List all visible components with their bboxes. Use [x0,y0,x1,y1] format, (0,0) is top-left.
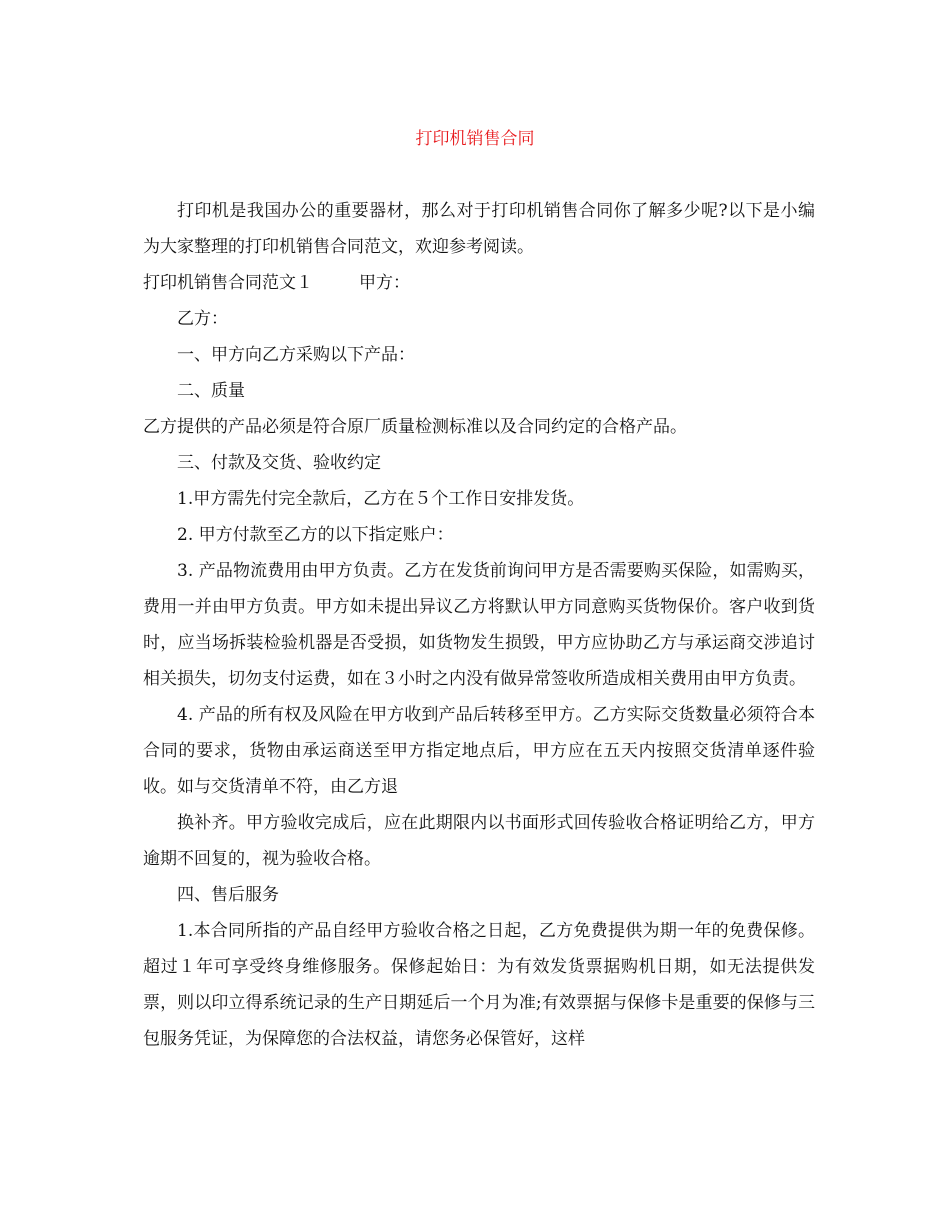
document-body [143,193,815,1057]
document-title: 打印机销售合同 [415,129,535,149]
section-3-item-3: 3. 产品物流费用由甲方负责。乙方在发货前询问甲方是否需要购买保险，如需购买，费用一并由甲方负责。甲方如未提出异议乙方将默认甲方同意购买货物保价。客户收到货时，应当场拆装检验机器是否受损，如货物发生损毁，甲方应协助乙方与承运商交涉追讨相关损失，切勿支付运费，如在３小时之内没有做异常签收所造成相关费用由甲方负责。 [143,561,815,689]
section-2-heading: 二、质量 [177,381,245,401]
intro-paragraph: 打印机是我国办公的重要器材，那么对于打印机销售合同你了解多少呢?以下是小编为大家整理的打印机销售合同范文，欢迎参考阅读。 [143,201,815,257]
section-3-item-4: 4. 产品的所有权及风险在甲方收到产品后转移至甲方。乙方实际交货数量必须符合本合同的要求，货物由承运商送至甲方指定地点后，甲方应在五天内按照交货清单逐件验收。如与交货清单不符，由乙方退 [143,705,815,797]
section-4-item-1: 1.本合同所指的产品自经甲方验收合格之日起，乙方免费提供为期一年的免费保修。 超过１年可享受终身维修服务。保修起始日：为有效发货票据购机日期，如无法提供发票，则以印立得系统记录的生产日期延后一个月为准;有效票据与保修卡是重要的保修与三包服务凭证，为保障您的合法权益，请您务必保管好，这样 [143,921,815,1049]
party-b-label: 乙方： [177,309,228,329]
section-2-text: 乙方提供的产品必须是符合原厂质量检测标准以及合同约定的合格产品。 [143,417,687,437]
sample-heading: 打印机销售合同范文１ [143,273,313,293]
section-3-item-4-continued: 换补齐。甲方验收完成后，应在此期限内以书面形式回传验收合格证明给乙方，甲方逾期不回复的，视为验收合格。 [143,813,815,869]
section-3-heading: 三、付款及交货、验收约定 [177,453,381,473]
section-3-item-1: 1.甲方需先付完全款后，乙方在５个工作日安排发货。 [177,489,585,509]
section-3-item-2: 2. 甲方付款至乙方的以下指定账户： [177,525,454,545]
party-a-label: 甲方： [359,273,410,293]
section-4-heading: 四、售后服务 [177,885,279,905]
section-1-heading: 一、甲方向乙方采购以下产品： [177,345,415,365]
sample-heading-line [143,265,815,301]
